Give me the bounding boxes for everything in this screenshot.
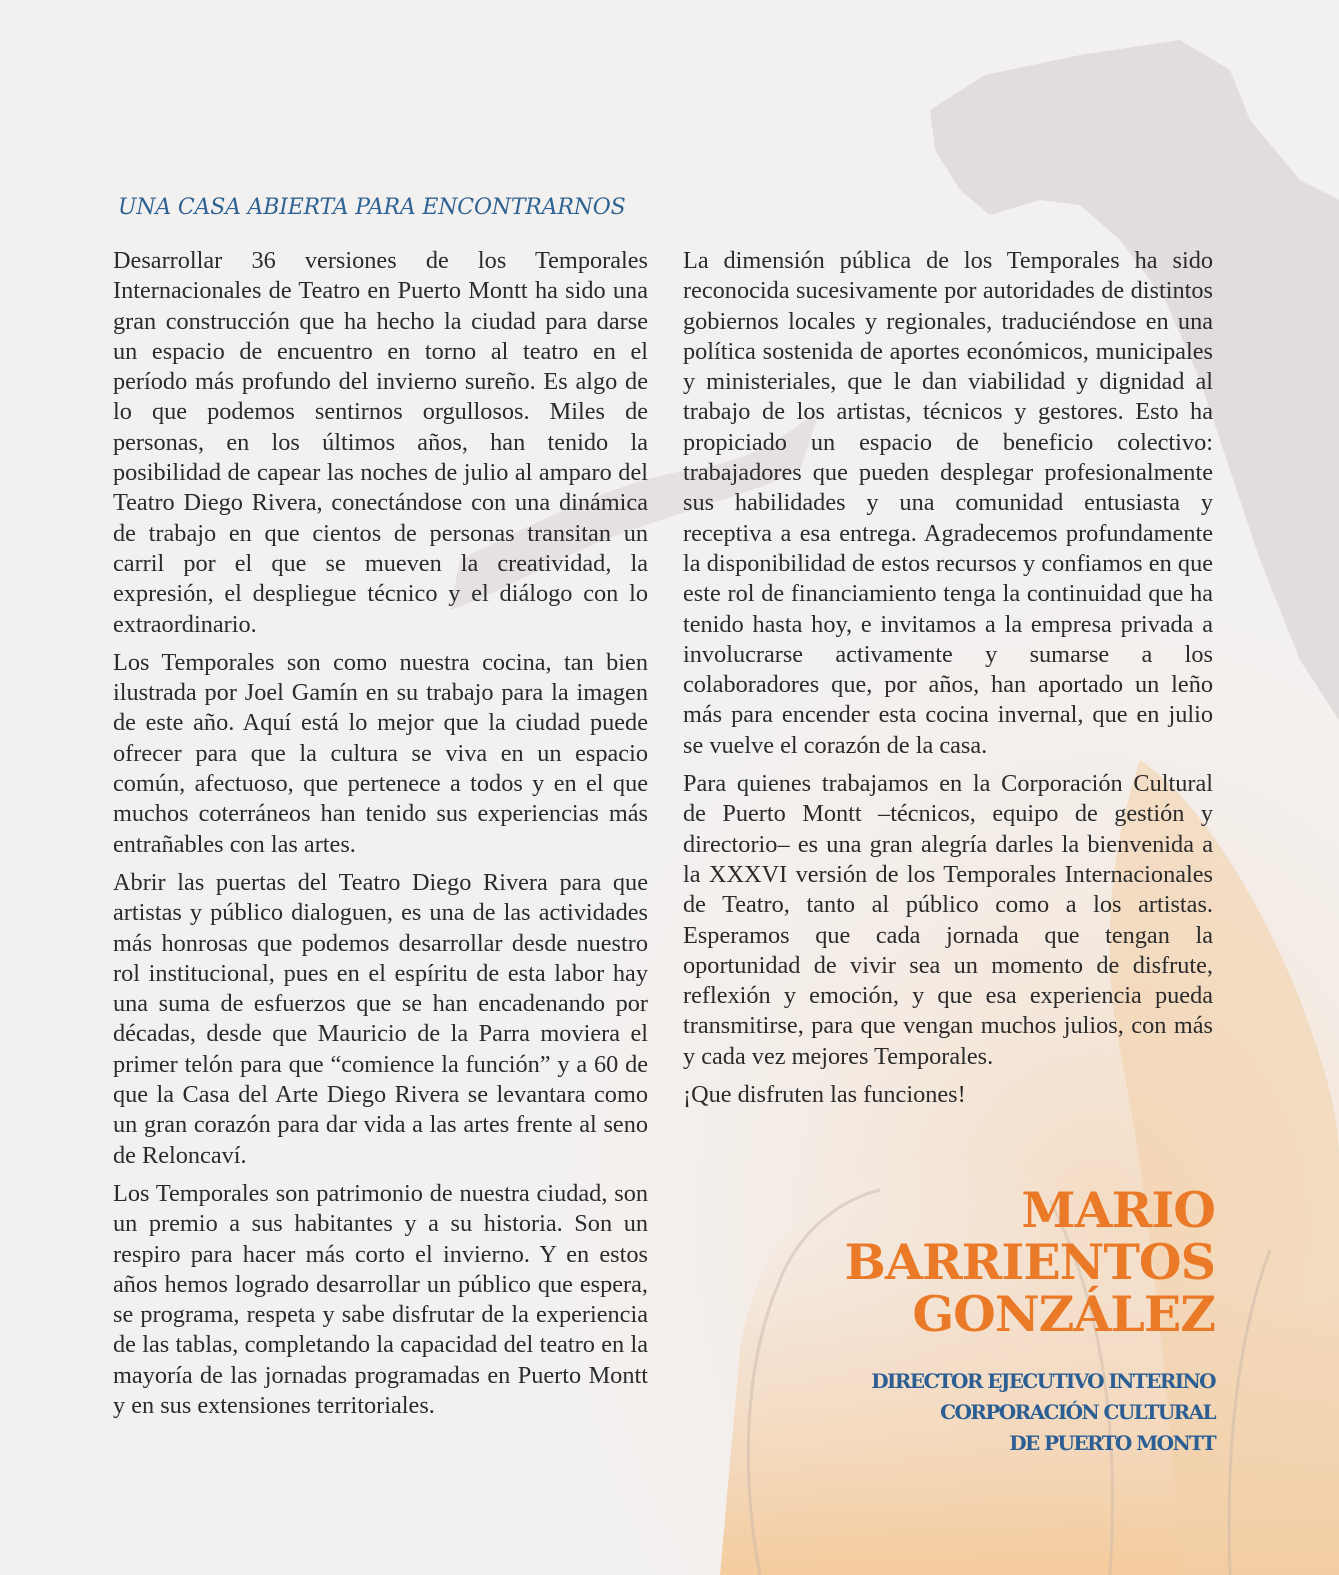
author-role (871, 1366, 1215, 1459)
paragraph: Desarrollar 36 versiones de los Temporales Internacionales de Teatro en Puerto Montt ha sido una gran construcción que ha hecho la ciudad para darse un espacio de encuentro en torno al teatro en el período más profundo del invierno sureño. Es algo de lo que podemos sentirnos orgullosos. Miles de personas, en los últimos años, han tenido la posibilidad de capear las noches de julio al amparo del Teatro Diego Rivera, conectándose con una dinámica de trabajo en que cientos de personas transitan un carril por el que se mueven la creatividad, la expresión, el despliegue técnico y el diálogo con lo extraordinario. (113, 247, 648, 638)
author-name-line: GONZÁLEZ (912, 1285, 1215, 1343)
left-column (113, 246, 648, 1429)
author-role-line: DE PUERTO MONTT (1009, 1431, 1215, 1455)
paragraph: Los Temporales son patrimonio de nuestra ciudad, son un premio a sus habitantes y a su historia. Son un respiro para hacer más corto el invierno. Y en estos años hemos logrado desarrollar un público que espera, se programa, respeta y sabe disfrutar de la experiencia de las tablas, completando la capacidad del teatro en la mayoría de las jornadas programadas en Puerto Montt y en sus extensiones territoriales. (113, 1179, 648, 1419)
paragraph: Los Temporales son como nuestra cocina, tan bien ilustrada por Joel Gamín en su trabajo para la imagen de este año. Aquí está lo mejor que la ciudad puede ofrecer para que la cultura se viva en un espacio común, afectuoso, que pertenece a todos y en el que muchos coterráneos han tenido sus experiencias más entrañables con las artes. (113, 648, 648, 858)
author-name-line: BARRIENTOS (844, 1233, 1215, 1291)
author-name-line: MARIO (1021, 1181, 1215, 1239)
closing-line: ¡Que disfruten las funciones! (683, 1081, 966, 1109)
author-role-line: DIRECTOR EJECUTIVO INTERINO (871, 1369, 1215, 1393)
paragraph: Abrir las puertas del Teatro Diego Rivera para que artistas y público dialoguen, es una de las actividades más honrosas que podemos desarrollar desde nuestro rol institucional, pues en el espíritu de esta labor hay una suma de esfuerzos que se han encadenando por décadas, desde que Mauricio de la Parra moviera el primer telón para que “comience la función” y a 60 de que la Casa del Arte Diego Rivera se levantara como un gran corazón para dar vida a las artes frente al seno de Reloncaví. (113, 868, 648, 1169)
author-name (844, 1181, 1215, 1343)
paragraph: Para quienes trabajamos en la Corporación Cultural de Puerto Montt –técnicos, equipo de gestión y directorio– es una gran alegría darles la bienvenida a la XXXVI versión de los Temporales Internacionales de Teatro, tanto al público como a los artistas. Esperamos que cada jornada que tengan la oportunidad de vivir sea un momento de disfrute, reflexión y emoción, y que esa experiencia pueda transmitirse, para que vengan muchos julios, con más y cada vez mejores Temporales. (683, 770, 1213, 1070)
section-title: UNA CASA ABIERTA PARA ENCONTRARNOS (118, 195, 626, 220)
right-column (683, 246, 1213, 1118)
author-role-line: CORPORACIÓN CULTURAL (940, 1400, 1215, 1424)
paragraph: La dimensión pública de los Temporales ha sido reconocida sucesivamente por autoridades de distintos gobiernos locales y regionales, traduciéndose en una política sostenida de aportes económicos, municipales y ministeriales, que le dan viabilidad y dignidad al trabajo de los artistas, técnicos y gestores. Esto ha propiciado un espacio de beneficio colectivo: trabajadores que pueden desplegar profesionalmente sus habilidades y una comunidad entusiasta y receptiva a esa entrega. Agradecemos profundamente la disponibilidad de estos recursos y confiamos en que este rol de financiamiento tenga la continuidad que ha tenido hasta hoy, e invitamos a la empresa privada a involucrarse activamente y sumarse a los colaboradores que, por años, han aportado un leño más para encender esta cocina invernal, que en julio se vuelve el corazón de la casa. (683, 247, 1213, 759)
